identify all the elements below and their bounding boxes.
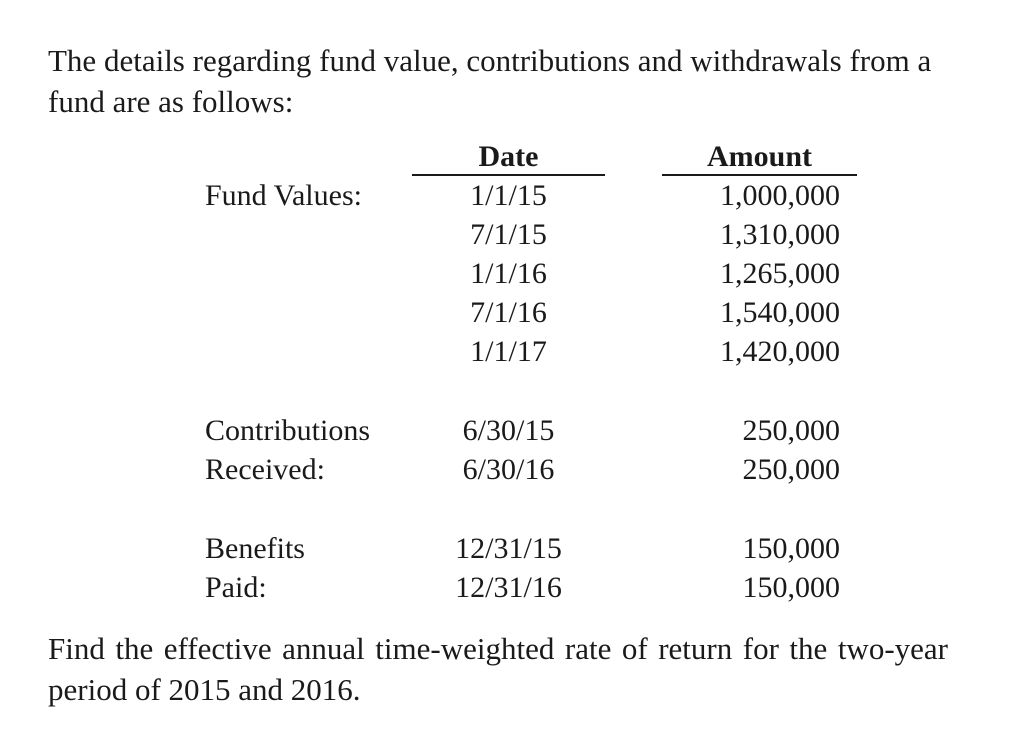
contribution-row xyxy=(0,411,1024,450)
contribution-amount: 250,000 xyxy=(742,414,840,447)
fund-value-date: 7/1/16 xyxy=(470,296,547,329)
fund-value-date: 1/1/16 xyxy=(470,257,547,290)
fund-value-amount: 1,540,000 xyxy=(720,296,840,329)
contribution-date: 6/30/15 xyxy=(462,414,555,447)
benefit-amount: 150,000 xyxy=(742,532,840,565)
contributions-label-line2: Received: xyxy=(205,453,325,486)
amount-column-header: Amount xyxy=(706,140,812,173)
fund-value-row xyxy=(0,215,1024,254)
benefit-date: 12/31/15 xyxy=(455,532,562,565)
benefit-row xyxy=(0,568,1024,607)
fund-value-row xyxy=(0,254,1024,293)
contribution-date: 6/30/16 xyxy=(462,453,555,486)
benefits-label: Benefits xyxy=(205,532,305,565)
intro-text: The details regarding fund value, contributions and withdrawals from a fund are as follows: xyxy=(48,43,932,119)
fund-value-row xyxy=(0,332,1024,371)
benefit-date: 12/31/16 xyxy=(455,571,562,604)
benefit-amount: 150,000 xyxy=(742,571,840,604)
fund-value-amount: 1,000,000 xyxy=(720,179,840,212)
fund-value-amount: 1,420,000 xyxy=(720,335,840,368)
fund-value-date: 1/1/17 xyxy=(470,335,547,368)
fund-values-label: Fund Values: xyxy=(205,179,362,212)
contributions-label: Contributions xyxy=(205,414,371,447)
question-text: Find the effective annual time-weighted rate of return for the two-year period of 2015 and 2016. xyxy=(48,631,948,707)
fund-value-amount: 1,310,000 xyxy=(720,218,840,251)
contribution-row xyxy=(0,450,1024,489)
benefits-label-line2: Paid: xyxy=(205,571,267,604)
fund-value-row xyxy=(0,176,1024,215)
fund-value-date: 1/1/15 xyxy=(470,179,547,212)
fund-value-row xyxy=(0,293,1024,332)
benefit-row xyxy=(0,529,1024,568)
contribution-amount: 250,000 xyxy=(742,453,840,486)
fund-value-date: 7/1/15 xyxy=(470,218,547,251)
date-column-header: Date xyxy=(478,140,539,173)
fund-value-amount: 1,265,000 xyxy=(720,257,840,290)
